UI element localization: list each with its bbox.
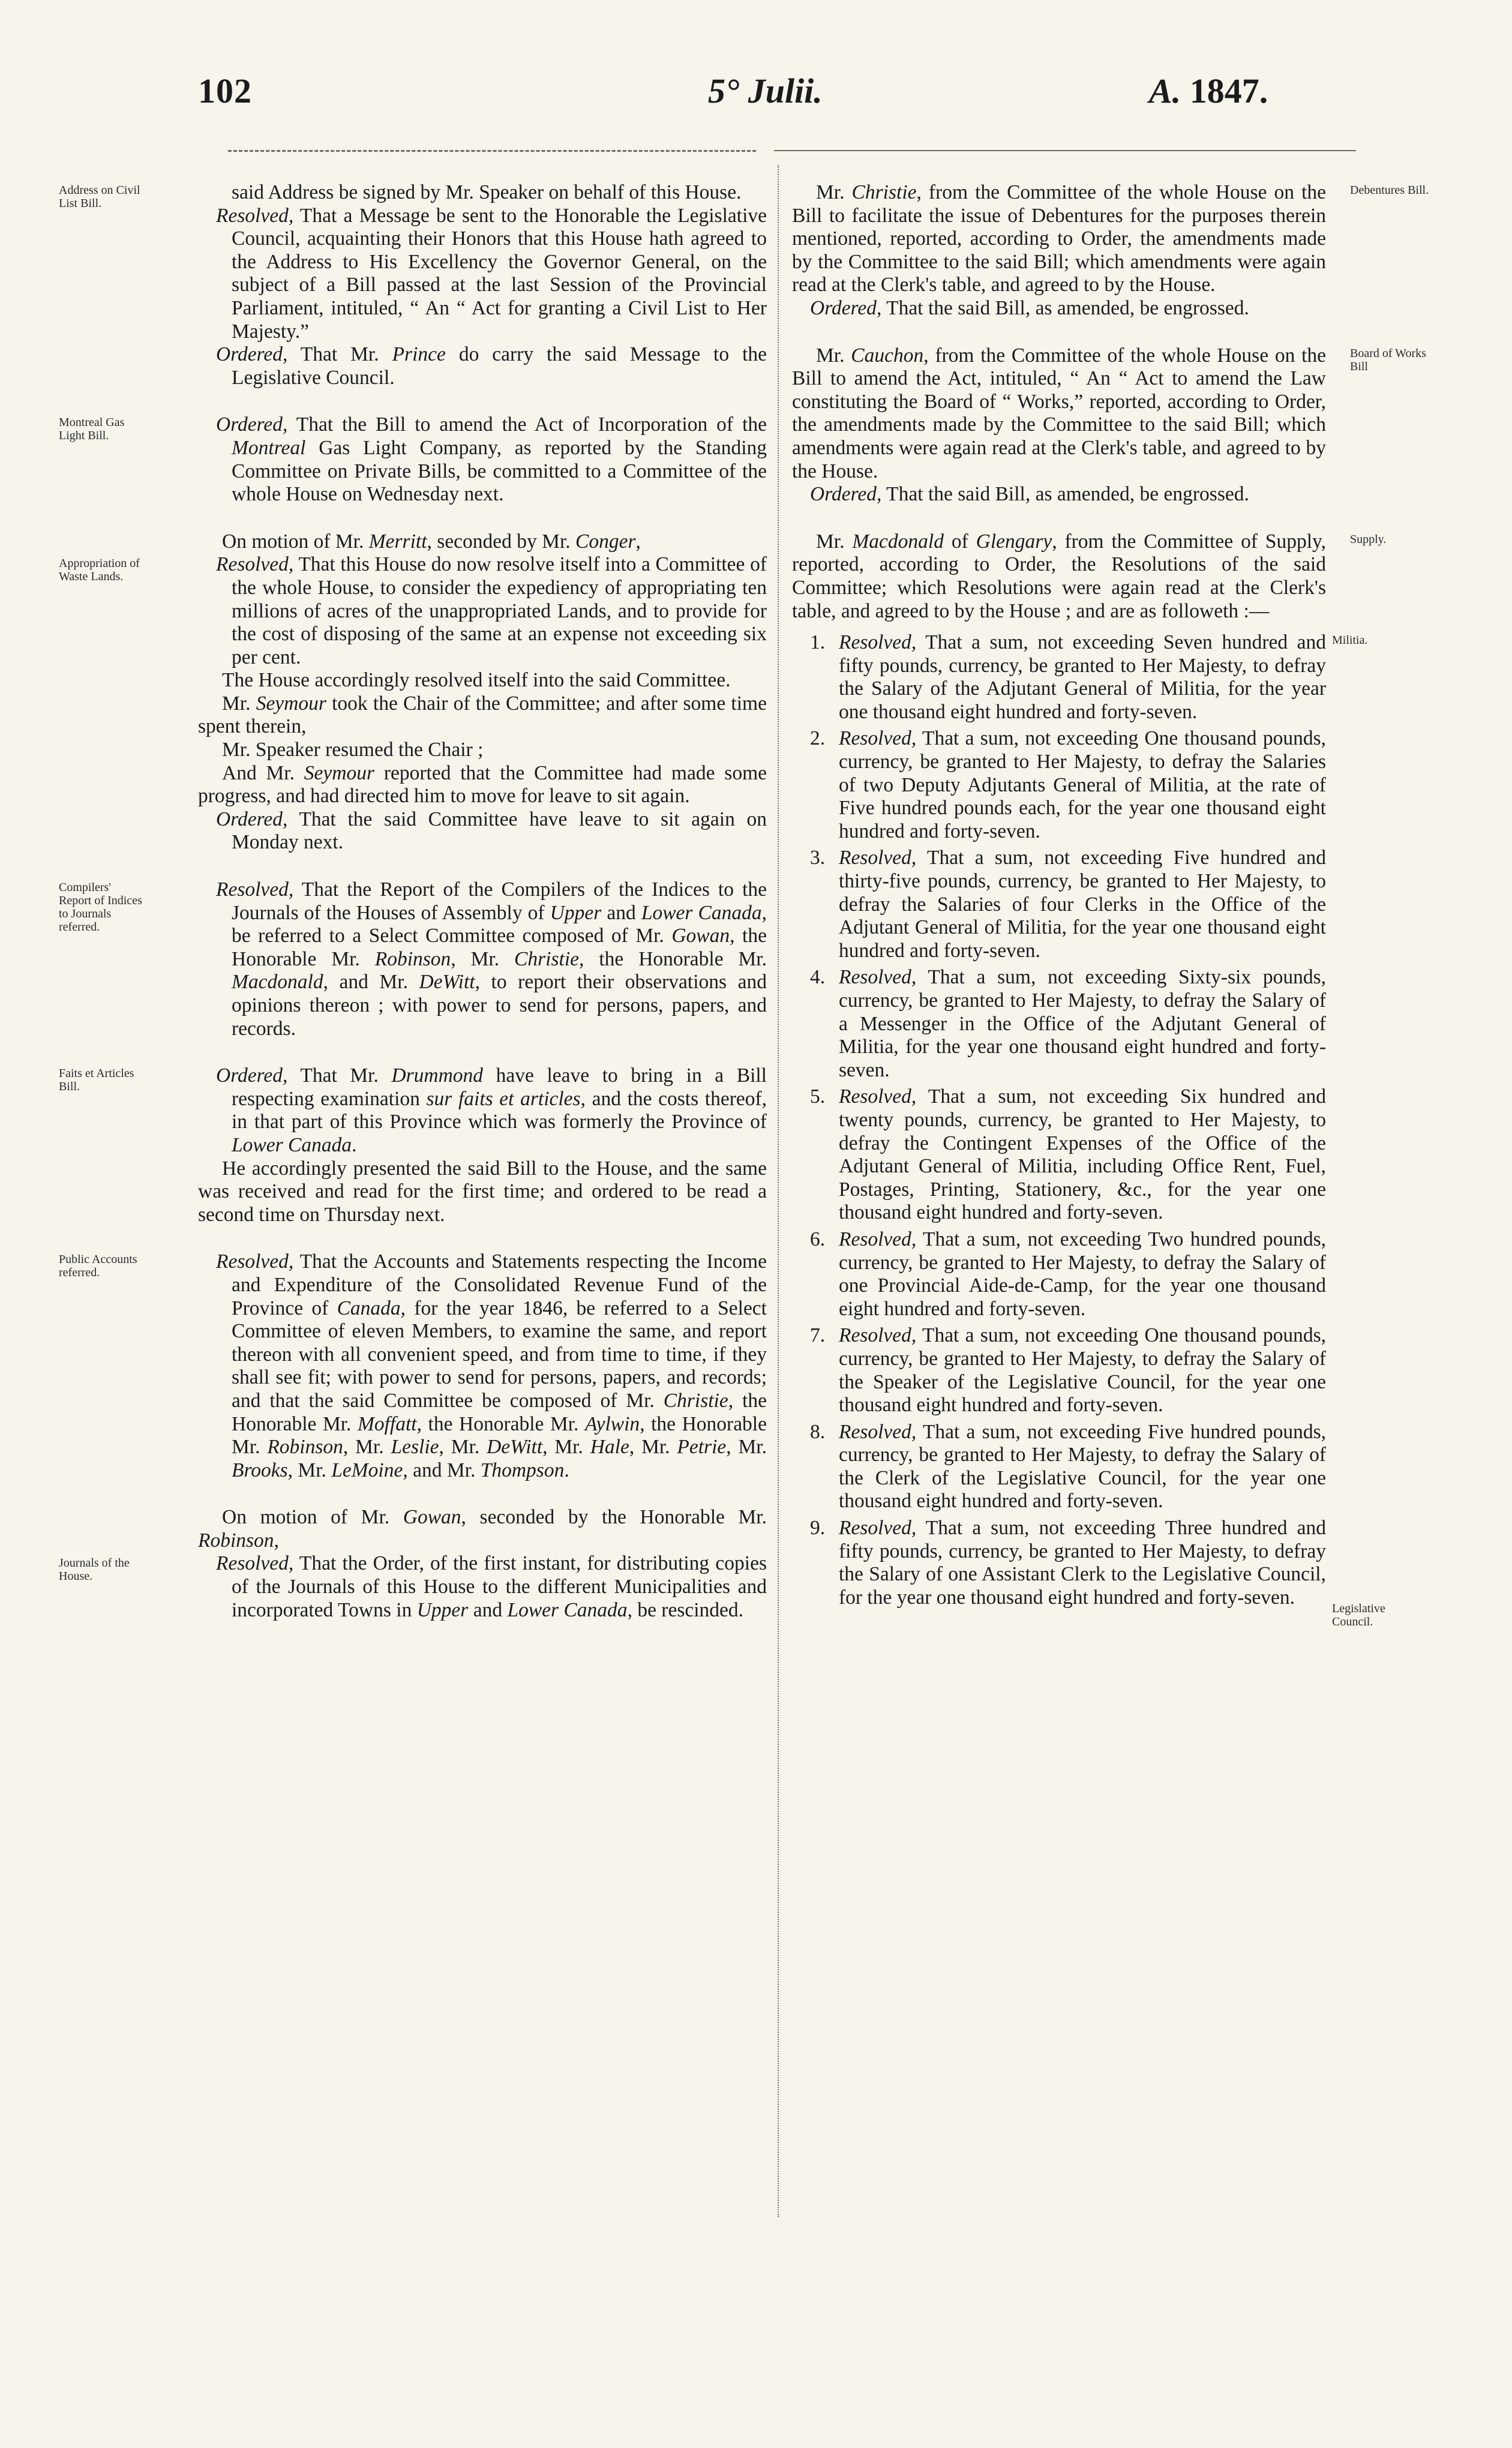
- paragraph: [198, 343, 767, 389]
- text: took the Chair of the Committee; and after some time spent therein,: [198, 692, 767, 738]
- paragraph: He accordingly presented the said Bill to the House, and the same was received and read for the first time; and ordered to be read a second time on Thursday next.: [198, 1157, 767, 1226]
- left-column: [59, 181, 767, 1646]
- resolved-word: Resolved,: [839, 966, 917, 989]
- member-name: DeWitt: [419, 971, 475, 994]
- member-name: Petrie: [677, 1436, 727, 1459]
- paragraph: said Address be signed by Mr. Speaker on behalf of this House.: [232, 181, 742, 203]
- place-name: Montreal: [232, 436, 306, 459]
- resolution-item: [810, 631, 1326, 724]
- text: That a sum, not exceeding One thousand pounds, currency, be granted to Her Majesty, to defray the Salary of the Speaker of the Legislative Council, for the year one thousand eight hundred and forty-seven.: [839, 1324, 1326, 1417]
- motion-line: [198, 530, 767, 554]
- member-name: Moffatt: [357, 1412, 417, 1435]
- text: , from the Committee of the whole House on the Bill to amend the Act, intituled, “ An “ Act to amend the Law constituting the Board of “ Works,” reported, according to Order, the amendments made by the Committee to the said Bill; which amendments were again read at the Clerk's table, and agreed to by the House.: [792, 344, 1326, 482]
- text: , the Honorable Mr.: [232, 925, 767, 970]
- page-date: 5° Julii.: [708, 71, 823, 110]
- text: Mr.: [222, 692, 256, 715]
- ordered-word: Ordered,: [810, 296, 882, 319]
- text: That a sum, not exceeding Six hundred and twenty pounds, currency, be granted to Her Majesty, to defray the Contingent Expenses of the Office of the Adjutant General of Militia, including Office Rent, Fuel, Postages, Printing, Stationery, &c., for the year one thousand eight hundred and forty-seven.: [839, 1085, 1326, 1224]
- text: , the Honorable Mr.: [232, 1389, 767, 1435]
- margin-note: Board of Works Bill: [1350, 346, 1426, 373]
- paragraph: [198, 413, 767, 506]
- paragraph: [198, 1250, 767, 1482]
- resolved-word: Resolved,: [216, 553, 294, 576]
- resolved-word: Resolved,: [216, 1250, 294, 1273]
- text: reported that the Committee had made some progress, and had directed him to move for leave to sit again.: [198, 761, 767, 808]
- text: , for the year 1846, be referred to a Select Committee of eleven Members, to examine the same, and report thereon with all convenient speed, and from time to time, if they shall see fit; with power to send for persons, papers, and records; and that the said Committee be composed of Mr.: [232, 1297, 767, 1412]
- margin-note: Compilers' Report of Indices to Journals referred.: [59, 881, 142, 934]
- resolved-word: Resolved,: [839, 1085, 917, 1108]
- resolved-word: Resolved,: [216, 204, 294, 227]
- resolved-word: Resolved,: [839, 1324, 917, 1347]
- text: That the Accounts and Statements respecting the Income and Expenditure of the Consolidated Revenue Fund of the Province of: [232, 1250, 767, 1319]
- member-name: Conger: [575, 530, 636, 553]
- margin-note: Supply.: [1350, 532, 1387, 546]
- text: That a sum, not exceeding One thousand pounds, currency, be granted to Her Majesty, to defray the Salaries of two Deputy Adjutants General of Militia, at the rate of Five hundred pounds each, for the year one thousand eight hundred and forty-seven.: [839, 727, 1326, 842]
- member-name: Leslie: [391, 1436, 439, 1459]
- member-name: Macdonald: [232, 971, 323, 994]
- place-name: Lower Canada: [232, 1133, 352, 1156]
- text: That a Message be sent to the Honorable the Legislative Council, acquainting their Honors that this House hath agreed to the Address to His Excellency the Governor General, on the subject of a Bill passed at the last Session of the Provincial Parliament, intituled, “ An “ Act for granting a Civil List to Her Majesty.”: [232, 204, 767, 343]
- item-number: 9.: [810, 1517, 826, 1540]
- paragraph: The House accordingly resolved itself into the said Committee.: [222, 669, 731, 692]
- paragraph: [198, 1552, 767, 1622]
- text: That a sum, not exceeding Sixty-six pounds, currency, be granted to Her Majesty, to defray the Salary of a Messenger in the Office of the Adjutant General of Militia, for the year one thousand eight hundred and forty-seven.: [839, 966, 1326, 1081]
- ordered-word: Ordered,: [216, 413, 288, 436]
- margin-note: Legislative Council.: [1332, 1602, 1385, 1629]
- resolved-word: Resolved,: [839, 631, 917, 654]
- resolution-item: [810, 966, 1326, 1082]
- text: , from the Committee of the whole House on the Bill to facilitate the issue of Debentures for the purposes therein mentioned, reported, according to Order, the amendments made by the Committee to the said Bill; which amendments were again read at the Clerk's table, and agreed to by the House.: [792, 181, 1326, 296]
- journals-entry: [59, 1506, 767, 1622]
- text: That Mr.: [287, 1064, 392, 1087]
- member-name: Aylwin: [584, 1412, 640, 1435]
- paragraph: [792, 181, 1326, 297]
- item-number: 4.: [810, 966, 826, 989]
- resolved-word: Resolved,: [839, 1228, 917, 1250]
- text: Mr.: [816, 530, 853, 553]
- paragraph: [792, 297, 1326, 320]
- page-number: 102: [198, 71, 252, 110]
- text: Mr.: [816, 181, 852, 203]
- montreal-gas-entry: [59, 413, 767, 506]
- member-name: Hale: [590, 1436, 629, 1459]
- place-name: Glengary: [976, 530, 1052, 553]
- resolution-item: [810, 1324, 1326, 1417]
- text: , Mr.: [343, 1436, 391, 1459]
- member-name: Robinson: [198, 1529, 274, 1552]
- place-name: Lower Canada: [507, 1598, 628, 1621]
- member-name: LeMoine: [331, 1459, 403, 1481]
- board-of-works-entry: [792, 344, 1426, 506]
- paragraph: [198, 205, 767, 344]
- margin-note: Public Accounts referred.: [59, 1253, 137, 1280]
- resolution-item: [810, 727, 1326, 843]
- margin-note: Appropriation of Waste Lands.: [59, 556, 140, 583]
- text: That the said Committee have leave to sit again on Monday next.: [232, 808, 767, 854]
- paragraph: [198, 808, 767, 854]
- member-name: DeWitt: [487, 1436, 543, 1459]
- text: , the Honorable Mr.: [416, 1412, 585, 1435]
- text: On motion of Mr.: [222, 1506, 403, 1529]
- text: That the Bill to amend the Act of Incorporation of the: [287, 413, 767, 436]
- item-number: 5.: [810, 1085, 826, 1108]
- text: and: [601, 901, 641, 924]
- motion-line: [198, 1506, 767, 1552]
- text: That the said Bill, as amended, be engrossed.: [881, 296, 1249, 319]
- member-name: Macdonald: [852, 530, 944, 553]
- text: That a sum, not exceeding Two hundred pounds, currency, be granted to Her Majesty, to defray the Salary of one Provincial Aide-de-Camp, for the year one thousand eight hundred and forty-seven.: [839, 1228, 1326, 1320]
- text: , the Honorable Mr.: [232, 1412, 767, 1459]
- member-name: Drummond: [391, 1064, 484, 1087]
- page-year: [1149, 71, 1268, 111]
- paragraph: [198, 553, 767, 669]
- text: That a sum, not exceeding Five hundred and thirty-five pounds, currency, be granted to Her Majesty, to defray the Salaries of four Clerks in the Office of the Adjutant General of Militia, for the year one thousand eight hundred and forty-seven.: [839, 847, 1326, 962]
- text: , be referred to a Select Committee composed of Mr.: [232, 901, 767, 947]
- text: , and the costs thereof, in that part of this Province which was formerly the Province of: [232, 1087, 767, 1133]
- text: , to report their observations and opinions thereon ; with power to send for persons, papers, and records.: [232, 971, 767, 1040]
- text: ,: [274, 1529, 279, 1552]
- text: ,: [635, 530, 641, 553]
- right-column: [792, 181, 1429, 1633]
- member-name: Robinson: [267, 1436, 343, 1459]
- year-prefix: A.: [1149, 71, 1181, 110]
- member-name: Merritt: [368, 530, 427, 553]
- member-name: Christie: [851, 181, 917, 203]
- margin-note: Faits et Articles Bill.: [59, 1067, 134, 1094]
- text: Gas Light Company, as reported by the Standing Committee on Private Bills, be committed to a Committee of the whole House on Wednesday next.: [232, 436, 767, 506]
- member-name: Robinson: [374, 947, 451, 970]
- paragraph: [792, 344, 1326, 484]
- item-number: 2.: [810, 727, 826, 750]
- place-name: Upper: [416, 1598, 469, 1621]
- paragraph: [198, 1064, 767, 1157]
- text: , Mr.: [287, 1459, 332, 1481]
- resolution-item: [810, 1517, 1326, 1609]
- text: That this House do now resolve itself into a Committee of the whole House, to consider the expediency of appropriating ten millions of acres of the unappropriated Lands, and to provide for the cost of disposing of the same at an expense not exceeding six per cent.: [232, 553, 767, 668]
- member-name: Christie: [663, 1389, 728, 1412]
- item-number: 6.: [810, 1228, 826, 1250]
- ordered-word: Ordered,: [216, 1064, 288, 1087]
- place-name: Lower Canada: [641, 901, 762, 924]
- debentures-entry: [792, 181, 1429, 320]
- text: .: [352, 1133, 357, 1156]
- margin-note: Journals of the House.: [59, 1556, 130, 1583]
- supply-entry: [792, 530, 1387, 623]
- member-name: Seymour: [304, 761, 375, 784]
- text: do carry the said Message to the Legislative Council.: [232, 343, 767, 389]
- resolved-word: Resolved,: [216, 1552, 294, 1575]
- text: That a sum, not exceeding Three hundred and fifty pounds, currency, be granted to Her Majesty, to defray the Salary of one Assistant Clerk to the Legislative Council, for the year one thousand eight hundred and forty-seven.: [839, 1517, 1326, 1609]
- ordered-word: Ordered,: [216, 808, 288, 830]
- member-name: Prince: [392, 343, 446, 366]
- item-number: 8.: [810, 1420, 826, 1443]
- resolution-item: [810, 1421, 1326, 1513]
- ordered-word: Ordered,: [216, 343, 288, 366]
- member-name: Thompson: [480, 1459, 565, 1481]
- text: , Mr.: [451, 947, 515, 970]
- text: That the said Bill, as amended, be engrossed.: [881, 483, 1249, 506]
- resolved-word: Resolved,: [839, 1517, 917, 1540]
- text: , Mr.: [439, 1436, 487, 1459]
- member-name: Gowan: [671, 925, 730, 947]
- page-header: [0, 71, 1512, 131]
- resolution-item: [810, 1228, 1326, 1321]
- item-number: 7.: [810, 1324, 826, 1347]
- text: That a sum, not exceeding Seven hundred and fifty pounds, currency, be granted to Her Majesty, to defray the Salary of the Adjutant General of Militia, for the year one thousand eight hundred and forty-seven.: [839, 631, 1326, 723]
- foreign-term: sur faits et articles: [426, 1087, 581, 1110]
- margin-note: Montreal Gas Light Bill.: [59, 416, 125, 443]
- text: , be rescinded.: [627, 1598, 744, 1621]
- compilers-entry: [59, 878, 767, 1040]
- text: , from the Committee of Supply, reported, according to Order, the Resolutions of the said Committee; which Resolutions were again read at the Clerk's table, and agreed to by the House ; and are as followeth :—: [792, 530, 1326, 622]
- text: , and Mr.: [323, 971, 419, 994]
- text: , Mr.: [726, 1436, 767, 1459]
- paragraph: [198, 878, 767, 1040]
- supply-resolutions: [792, 631, 1385, 1629]
- member-name: Brooks: [232, 1459, 288, 1481]
- text: , seconded by the Honorable Mr.: [461, 1506, 767, 1529]
- text: Mr.: [816, 344, 851, 367]
- member-name: Seymour: [256, 692, 326, 715]
- text: That a sum, not exceeding Five hundred pounds, currency, be granted to Her Majesty, to defray the Salary of the Clerk of the Legislative Council, for the year one thousand eight hundred and forty-seven.: [839, 1420, 1326, 1513]
- text: have leave to bring in a Bill respecting examination: [232, 1064, 767, 1110]
- text: And Mr.: [222, 761, 304, 784]
- waste-lands-entry: [59, 530, 767, 854]
- resolved-word: Resolved,: [839, 847, 917, 869]
- resolved-word: Resolved,: [216, 878, 294, 901]
- paragraph: [198, 692, 767, 739]
- text: That the Report of the Compilers of the Indices to the Journals of the Houses of Assembly of: [232, 878, 767, 924]
- paragraph: [198, 762, 767, 808]
- text: That the Order, of the first instant, for distributing copies of the Journals of this House to the different Municipalities and incorporated Towns in: [232, 1552, 767, 1621]
- margin-note: Address on Civil List Bill.: [59, 184, 140, 210]
- text: , and Mr.: [403, 1459, 481, 1481]
- header-rule-left: [228, 150, 756, 152]
- member-name: Christie: [514, 947, 580, 970]
- text: of: [943, 530, 976, 553]
- public-accounts-entry: [59, 1250, 767, 1482]
- column-divider: [778, 165, 779, 2217]
- header-rule-right: [774, 150, 1356, 151]
- text: , Mr.: [542, 1436, 590, 1459]
- item-number: 1.: [810, 631, 826, 654]
- margin-note: Militia.: [1332, 634, 1368, 647]
- text: That Mr.: [287, 343, 392, 366]
- text: , the Honorable Mr.: [579, 947, 767, 970]
- text: and: [468, 1598, 508, 1621]
- paragraph: [792, 483, 1326, 506]
- place-name: Upper: [550, 901, 602, 924]
- resolved-word: Resolved,: [839, 727, 917, 750]
- text: On motion of Mr.: [222, 530, 369, 553]
- item-number: 3.: [810, 847, 826, 869]
- member-name: Cauchon: [851, 344, 924, 367]
- place-name: Canada: [337, 1297, 401, 1319]
- margin-note: Debentures Bill.: [1350, 184, 1429, 197]
- text: , seconded by Mr.: [427, 530, 576, 553]
- ordered-word: Ordered,: [810, 483, 882, 506]
- year-value: 1847.: [1189, 71, 1268, 110]
- resolved-word: Resolved,: [839, 1420, 917, 1443]
- member-name: Gowan: [403, 1506, 461, 1529]
- text: .: [564, 1459, 569, 1481]
- paragraph: [792, 530, 1326, 623]
- paragraph: Mr. Speaker resumed the Chair ;: [222, 739, 484, 761]
- civil-list-entry: [59, 181, 767, 389]
- faits-articles-entry: [59, 1064, 767, 1226]
- text: , Mr.: [629, 1436, 677, 1459]
- resolution-item: [810, 1085, 1326, 1225]
- resolution-item: [810, 847, 1326, 962]
